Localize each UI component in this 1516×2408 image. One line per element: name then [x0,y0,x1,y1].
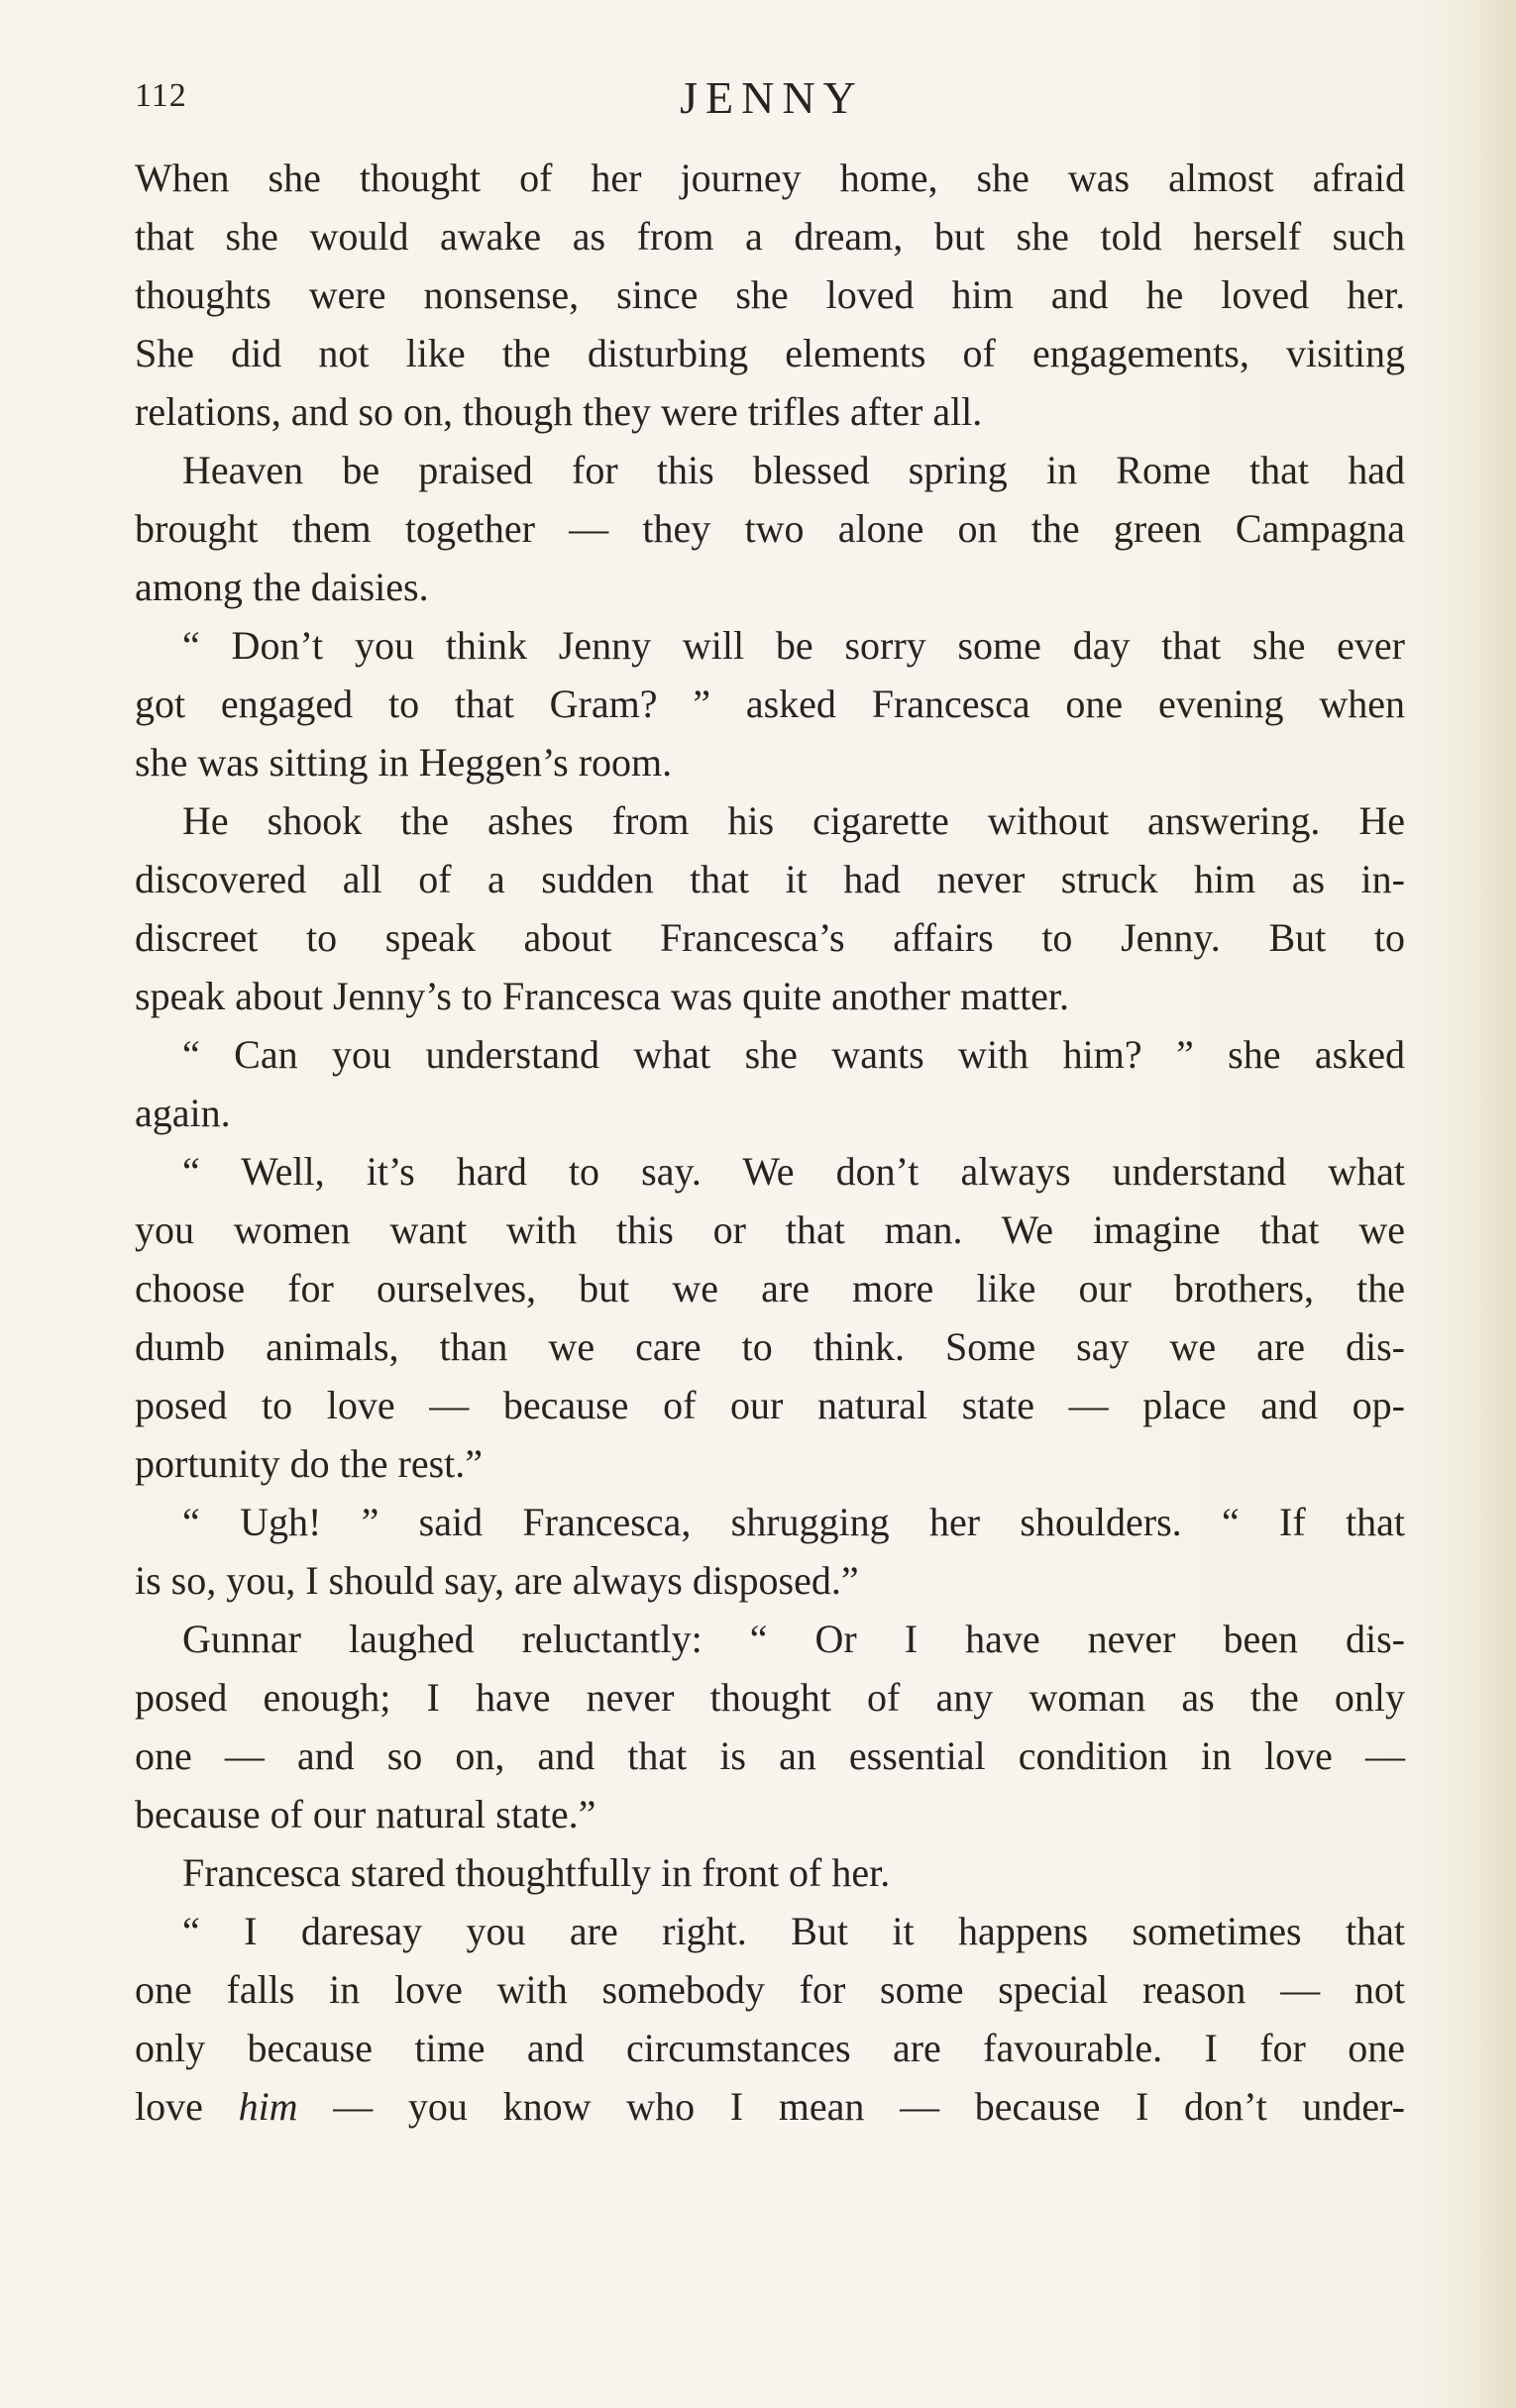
paragraph [135,1025,1405,1142]
text-line: relations, and so on, though they were trifles after all. [135,389,983,434]
paragraph [135,149,1405,441]
text-line: Francesca stared thoughtfully in front of her. [182,1850,891,1895]
text-line: speak about Jenny’s to Francesca was quite another matter. [135,974,1070,1018]
text-line: got engaged to that Gram? ” asked Francesca one evening when [135,681,1405,726]
paragraph [135,1902,1405,2136]
text-line: “ Don’t you think Jenny will be sorry some day that she ever [182,623,1405,668]
text-line: He shook the ashes from his cigarette without answering. He [182,798,1405,843]
text-line: discreet to speak about Francesca’s affairs to Jenny. But to [135,915,1405,960]
text-line: she was sitting in Heggen’s room. [135,740,673,785]
text-line: again. [135,1091,231,1135]
page-number: 112 [135,77,187,114]
paragraph [135,791,1405,1025]
paragraph [135,1610,1405,1843]
text-line: discovered all of a sudden that it had never struck him as in- [135,857,1405,901]
text-line: posed to love — because of our natural state — place and op- [135,1383,1405,1427]
paragraph [135,1142,1405,1493]
text-line: “ Well, it’s hard to say. We don’t always understand what [182,1149,1405,1194]
text-line: is so, you, I should say, are always disposed.” [135,1558,859,1603]
text-line: “ I daresay you are right. But it happens sometimes that [182,1909,1405,1953]
page-header [135,71,1405,127]
text-line: brought them together — they two alone on the green Campagna [135,506,1405,551]
page-edge-shadow [1472,0,1516,2408]
text-line: you women want with this or that man. We imagine that we [135,1207,1405,1252]
text-line: “ Can you understand what she wants with him? ” she asked [182,1032,1405,1077]
text-line: because of our natural state.” [135,1792,596,1836]
text-line: Heaven be praised for this blessed spring in Rome that had [182,448,1405,492]
text-line: When she thought of her journey home, she was almost afraid [135,156,1405,200]
text-line: dumb animals, than we care to think. Some say we are dis- [135,1324,1405,1369]
paragraph [135,616,1405,791]
text-line: only because time and circumstances are favourable. I for one [135,2026,1405,2070]
text-line: thoughts were nonsense, since she loved him and he loved her. [135,272,1405,317]
text-line: one — and so on, and that is an essential condition in love — [135,1733,1405,1778]
line-text-before: love [135,2084,239,2129]
body-text [135,149,1405,2136]
text-line: portunity do the rest.” [135,1441,484,1486]
text-line: posed enough; I have never thought of any woman as the only [135,1675,1405,1720]
paragraph [135,1843,1405,1902]
text-line: Gunnar laughed reluctantly: “ Or I have never been dis- [182,1617,1405,1661]
text-line: She did not like the disturbing elements of engagements, visiting [135,331,1405,375]
text-line: “ Ugh! ” said Francesca, shrugging her shoulders. “ If that [182,1500,1405,1544]
running-head: JENNY [680,72,864,123]
paragraph [135,441,1405,616]
text-line: one falls in love with somebody for some special reason — not [135,1967,1405,2012]
text-line: that she would awake as from a dream, but she told herself such [135,214,1405,259]
line-text-after: — you know who I mean — because I don’t under- [297,2084,1406,2129]
text-line: among the daisies. [135,565,429,609]
paragraph [135,1493,1405,1610]
text-line-with-emphasis [135,2077,1405,2136]
emphasized-word: him [238,2084,298,2129]
text-line: choose for ourselves, but we are more like our brothers, the [135,1266,1405,1310]
